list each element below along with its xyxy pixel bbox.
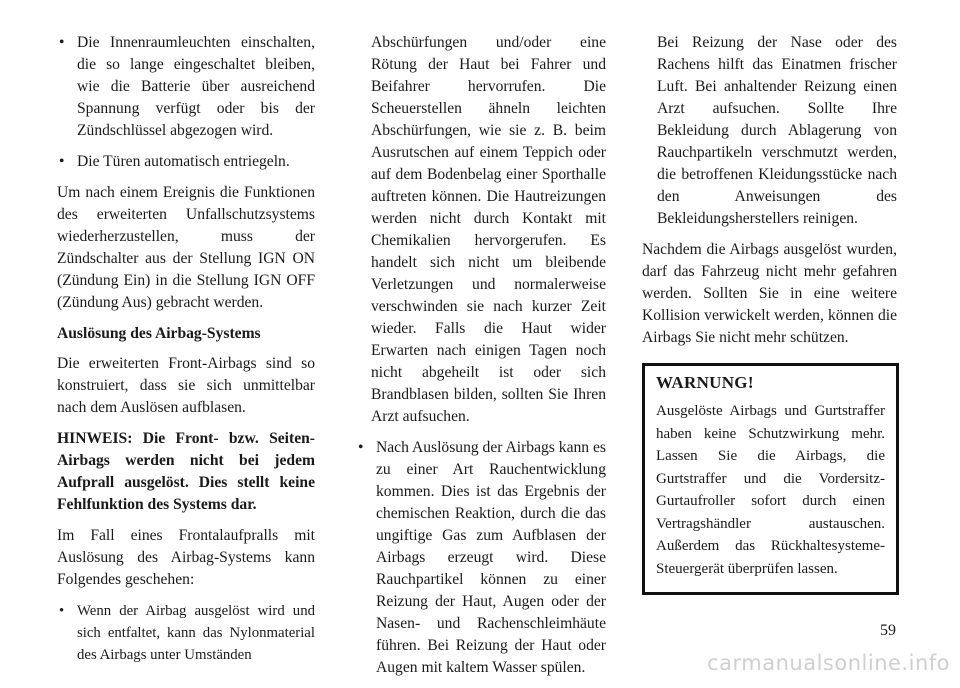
column-3 <box>642 32 897 595</box>
warning-text: Ausgelöste Airbags und Gurtstraffer haben keine Schutzwirkung mehr. Lassen Sie die Airbags, die Gurtstraffer und die Vordersitz-Gurtaufroller sofort durch einen Vertragshändler austauschen. Außerdem das Rückhaltesysteme-Steuergerät überprüfen lassen. <box>656 403 885 577</box>
bullet-unlock-doors: • Die Türen automatisch entriegeln. <box>57 151 315 173</box>
watermark: carmanualsonline.info <box>707 651 950 675</box>
paragraph-after-deployment: Nachdem die Airbags ausgelöst wurden, darf das Fahrzeug nicht mehr gefahren werden. Sollten Sie in eine weitere Kollision verwickelt werden, können die Airbags Sie nicht mehr schützen. <box>642 241 897 346</box>
paragraph-restore-functions: Um nach einem Ereignis die Funktionen des erweiterten Unfallschutzsystems wiederherzustellen, muss der Zündschalter aus der Stellung IGN ON (Zündung Ein) in die Stellung IGN OFF (Zündung Aus) gebracht werden. <box>57 184 315 311</box>
warning-title: WARNUNG! <box>656 373 754 392</box>
column-2 <box>356 32 606 688</box>
column-1 <box>57 32 315 675</box>
continuation-abrasions: Abschürfungen und/oder eine Rötung der Haut bei Fahrer und Beifahrer hervorrufen. Die Scheuerstellen ähneln leichten Abschürfungen, wie sie z. B. beim Ausrutschen auf einem Teppich oder auf dem Bodenbelag einer Sporthalle auftreten können. Die Hautreizungen werden nicht durch Kontakt mit Chemikalien hervorgerufen. Es handelt sich nicht um bleibende Verletzungen und normalerweise verschwinden sie nach kurzer Zeit wieder. Falls die Haut wider Erwarten nach einigen Tagen noch nicht abgeheilt ist oder sich Brandblasen bilden, sollten Sie Ihren Arzt aufsuchen. <box>371 34 606 425</box>
bullet-interior-lights: • Die Innenraumleuchten einschalten, die so lange eingeschaltet bleiben, wie die Batterie über ausreichend Spannung verfügt oder bis der Zündschlüssel abgezogen wird. <box>57 32 315 142</box>
paragraph-frontal-impact: Im Fall eines Frontalaufpralls mit Auslösung des Airbag-Systems kann Folgendes geschehen: <box>57 527 315 588</box>
bullet-smoke-particles: • Nach Auslösung der Airbags kann es zu einer Art Rauchentwicklung kommen. Dies ist das Ergebnis der chemischen Reaktion, durch die das ungiftige Gas zum Aufblasen der Airbags erzeugt wird. Diese Rauchpartikel können zu einer Reizung der Haut, Augen oder der Nasen- und Rachenschleimhäute führen. Bei Reizung der Haut oder Augen mit kaltem Wasser spülen. <box>356 437 606 679</box>
bullet-list-top <box>57 32 315 173</box>
bullet-list-smoke <box>356 437 606 679</box>
paragraph-airbag-design: Die erweiterten Front-Airbags sind so konstruiert, dass sie sich unmittelbar nach dem Auslösen aufblasen. <box>57 355 315 416</box>
bullet-nylon-material: • Wenn der Airbag ausgelöst wird und sich entfaltet, kann das Nylonmaterial des Airbags unter Umständen <box>57 600 315 666</box>
bullet-list-bottom <box>57 600 315 666</box>
page-number: 59 <box>880 622 896 639</box>
warning-box <box>642 363 899 595</box>
continuation-nose-irritation: Bei Reizung der Nase oder des Rachens hilft das Einatmen frischer Luft. Bei anhaltender Reizung einen Arzt aufsuchen. Sollte Ihre Bekleidung durch Ablagerung von Rauchpartikeln verschmutzt werden, die betroffenen Kleidungsstücke nach den Anweisungen des Bekleidungsherstellers reinigen. <box>657 34 897 227</box>
section-heading: Auslösung des Airbag-Systems <box>57 325 261 342</box>
note-paragraph: HINWEIS: Die Front- bzw. Seiten-Airbags werden nicht bei jedem Aufprall ausgelöst. Dies stellt keine Fehlfunktion des Systems dar. <box>57 430 315 513</box>
